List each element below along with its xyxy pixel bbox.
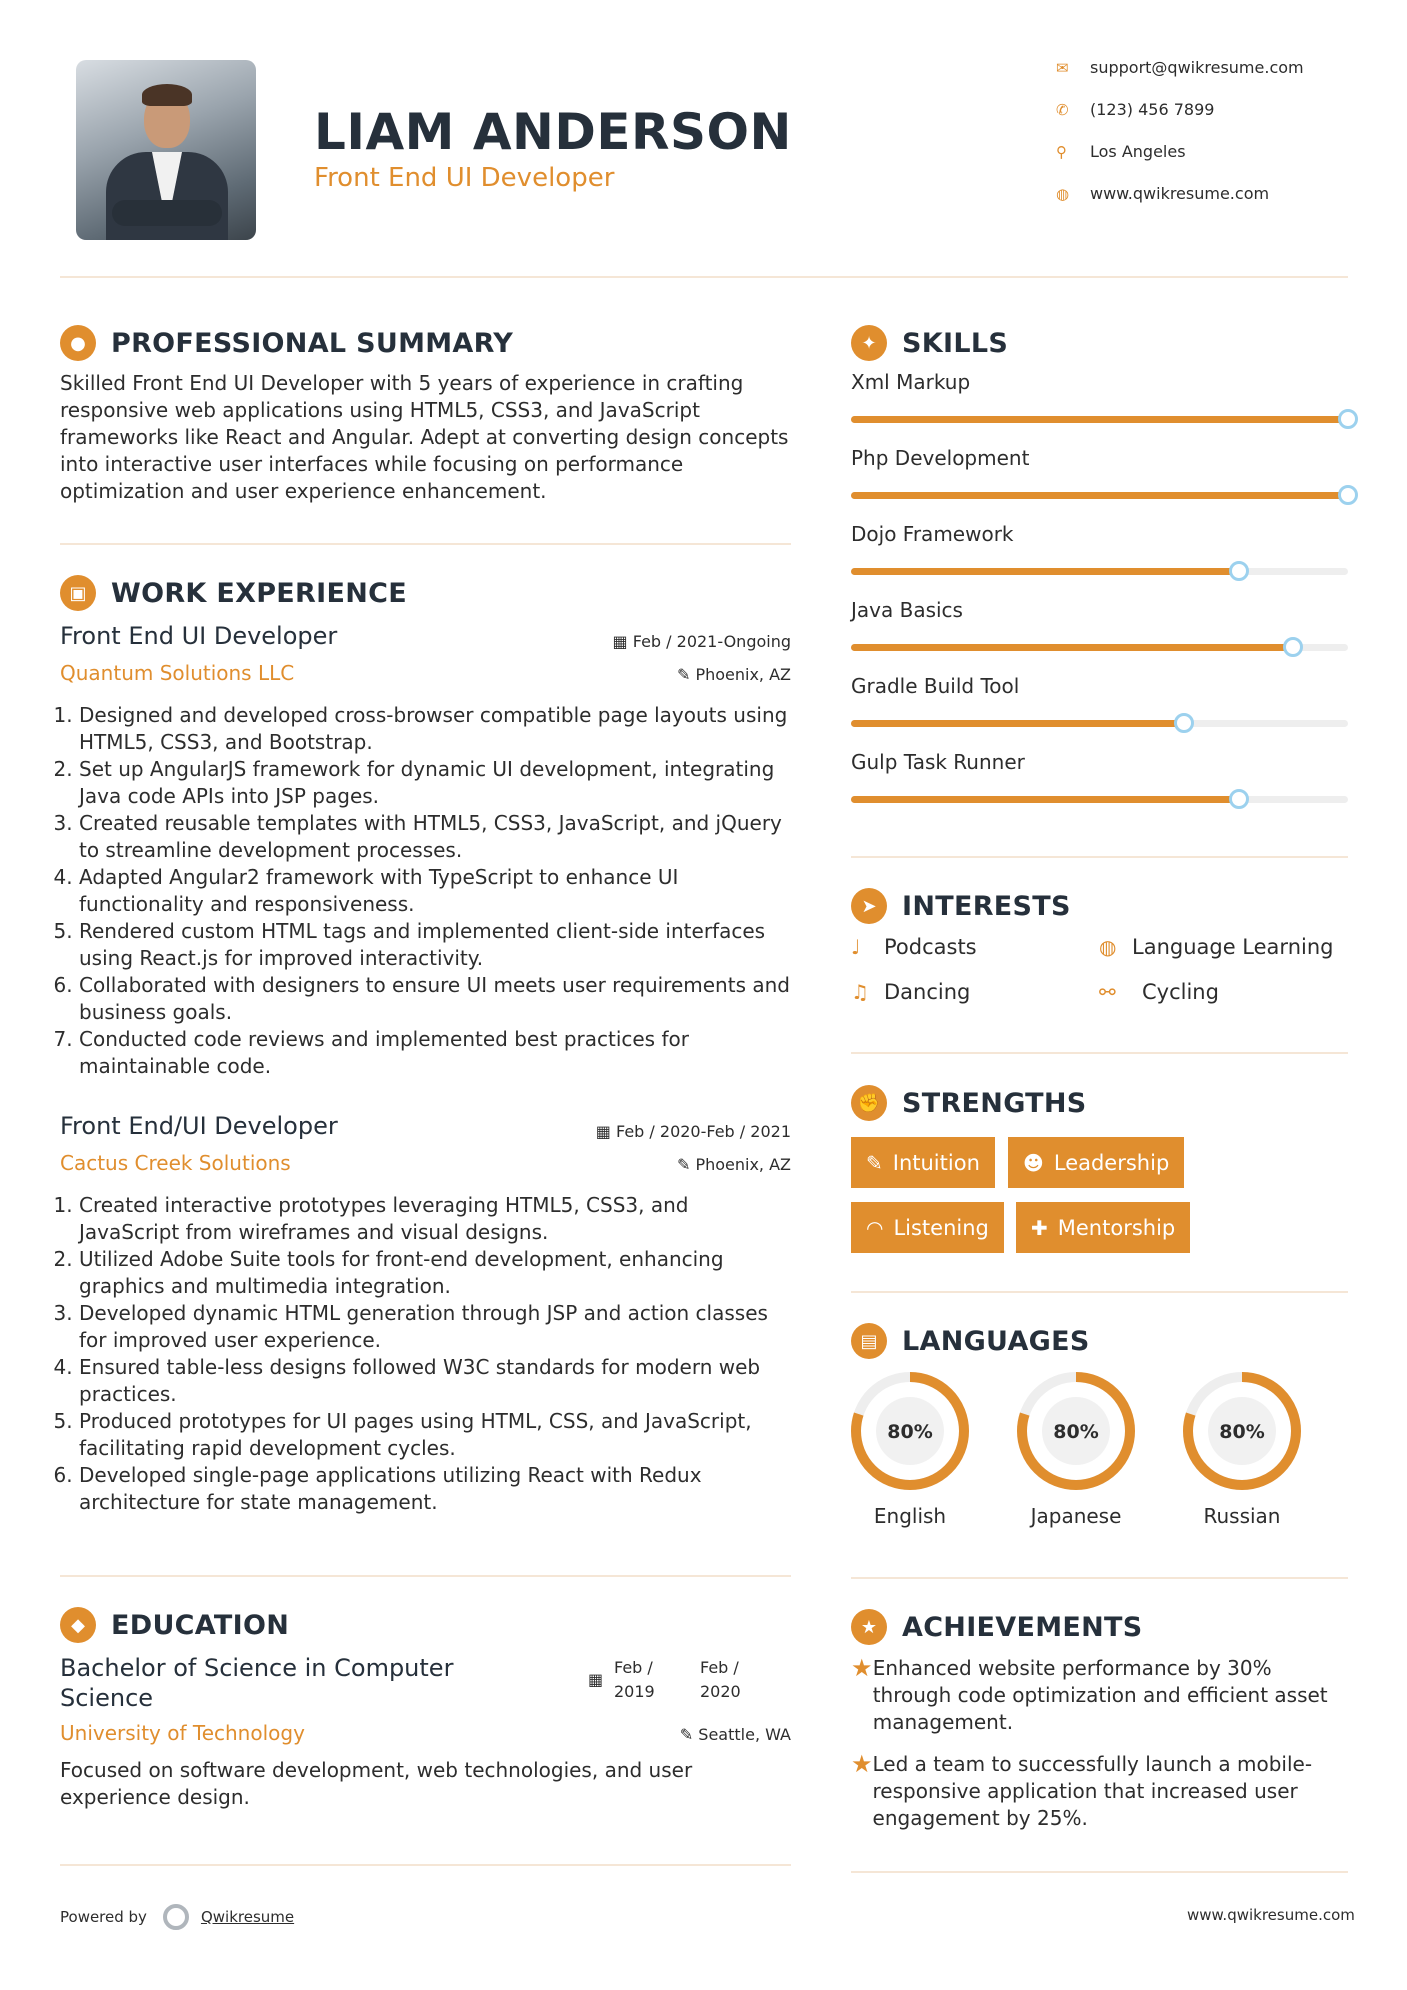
graduation-icon: ◆ bbox=[60, 1607, 96, 1643]
headphones-icon: ◠ bbox=[866, 1215, 884, 1240]
qwikresume-link[interactable]: Qwikresume bbox=[200, 1908, 295, 1926]
footer-powered-by: Powered by Qwikresume bbox=[60, 1904, 294, 1930]
strengths-divider bbox=[851, 1291, 1348, 1293]
achievement-item: ★ Enhanced website performance by 30% through code optimization and efficient asset management. bbox=[851, 1654, 1328, 1734]
language-percent-label: 80% bbox=[887, 1421, 933, 1443]
strengths-heading: ✊ STRENGTHS bbox=[851, 1085, 1087, 1121]
map-pin-icon: ⚲ bbox=[1056, 142, 1067, 161]
contact-website-text: www.qwikresume.com bbox=[1090, 184, 1270, 203]
list-item: 3. Created reusable templates with HTML5, CSS3, JavaScript, and jQuery to streamline development processes. bbox=[79, 810, 790, 864]
fist-icon: ✊ bbox=[851, 1085, 887, 1121]
language-percent-label: 80% bbox=[1053, 1421, 1099, 1443]
skill-label: Xml Markup bbox=[851, 370, 971, 394]
contact-location bbox=[1056, 142, 1186, 161]
language-label: English bbox=[873, 1504, 947, 1528]
job-2-company: Cactus Creek Solutions bbox=[60, 1151, 291, 1175]
language-label: Japanese bbox=[1030, 1504, 1122, 1528]
list-item: 1. Designed and developed cross-browser compatible page layouts using HTML5, CSS3, and Bootstrap. bbox=[79, 702, 790, 756]
contact-website[interactable] bbox=[1056, 184, 1269, 203]
user-icon: ● bbox=[60, 325, 96, 361]
job-2-bullets bbox=[60, 1192, 790, 1516]
job-1-location: ✎ Phoenix, AZ bbox=[676, 665, 791, 684]
language-label: Russian bbox=[1203, 1504, 1281, 1528]
list-item: 2. Utilized Adobe Suite tools for front-end development, enhancing graphics and multimedia integration. bbox=[79, 1246, 790, 1300]
list-item: 6. Developed single-page applications utilizing React with Redux architecture for state management. bbox=[79, 1462, 790, 1516]
user-plus-icon: ✚ bbox=[1031, 1215, 1048, 1240]
skill-level-bar bbox=[851, 796, 1348, 803]
users-icon: ☻ bbox=[1023, 1150, 1044, 1175]
strength-tag: ☻ Leadership bbox=[1008, 1137, 1184, 1188]
education-degree: Bachelor of Science in Computer Science bbox=[60, 1654, 454, 1712]
achievements-heading: ★ ACHIEVEMENTS bbox=[851, 1609, 1143, 1645]
calendar-icon: ▦ bbox=[588, 1670, 604, 1689]
list-item: 3. Developed dynamic HTML generation through JSP and action classes for improved user experience. bbox=[79, 1300, 790, 1354]
list-item: 4. Adapted Angular2 framework with TypeScript to enhance UI functionality and responsiveness. bbox=[79, 864, 790, 918]
skill-level-bar bbox=[851, 644, 1348, 651]
experience-divider bbox=[60, 1575, 791, 1577]
bicycle-icon: ⚯ bbox=[1099, 980, 1116, 1004]
star-icon: ★ bbox=[851, 1654, 873, 1682]
lightbulb-icon: ✦ bbox=[851, 325, 887, 361]
paper-plane-icon: ➤ bbox=[851, 888, 887, 924]
pin-icon: ✎ bbox=[676, 665, 696, 684]
education-end-date: Feb / 2020 bbox=[700, 1658, 741, 1701]
contact-email-text: support@qwikresume.com bbox=[1090, 58, 1304, 77]
contact-phone-text: (123) 456 7899 bbox=[1090, 100, 1215, 119]
profile-photo bbox=[76, 60, 256, 240]
education-school: University of Technology bbox=[60, 1721, 305, 1745]
job-2-dates: ▦ Feb / 2020-Feb / 2021 bbox=[595, 1122, 791, 1141]
achievement-item: ★ Led a team to successfully launch a mobile-responsive application that increased user engagement by 25%. bbox=[851, 1750, 1313, 1830]
skill-label: Gradle Build Tool bbox=[851, 674, 1020, 698]
pin-icon: ✎ bbox=[679, 1725, 699, 1744]
contact-location-text: Los Angeles bbox=[1090, 142, 1186, 161]
interest-item: ♫ Dancing bbox=[851, 980, 971, 1004]
calendar-icon: ▦ bbox=[595, 1122, 616, 1141]
job-1-company: Quantum Solutions LLC bbox=[60, 661, 295, 685]
qwikresume-logo-icon bbox=[163, 1904, 189, 1930]
job-2-location: ✎ Phoenix, AZ bbox=[676, 1155, 791, 1174]
skill-level-knob bbox=[1229, 789, 1249, 809]
footer-url[interactable]: www.qwikresume.com bbox=[1187, 1906, 1355, 1924]
skills-heading: ✦ SKILLS bbox=[851, 325, 1008, 361]
skill-level-knob bbox=[1338, 409, 1358, 429]
skill-level-fill bbox=[851, 720, 1184, 727]
summary-text: Skilled Front End UI Developer with 5 years of experience in crafting responsive web applications using HTML5, CSS3, and JavaScript frameworks like React and Angular. Adept at converting design concepts into interactive user interfaces while focusing on performance optimization and user experience enhancement. bbox=[60, 371, 789, 503]
skill-label: Gulp Task Runner bbox=[851, 750, 1025, 774]
summary-heading: ● PROFESSIONAL SUMMARY bbox=[60, 325, 513, 361]
header-divider bbox=[60, 276, 1348, 278]
magic-wand-icon: ✎ bbox=[866, 1150, 883, 1175]
language-ring bbox=[1181, 1370, 1303, 1492]
strength-tag: ✎ Intuition bbox=[851, 1137, 995, 1188]
envelope-icon: ✉ bbox=[1056, 58, 1069, 77]
contact-phone[interactable] bbox=[1056, 100, 1214, 119]
candidate-title: Front End UI Developer bbox=[314, 163, 615, 193]
achievements-divider bbox=[851, 1871, 1348, 1873]
language-ring bbox=[849, 1370, 971, 1492]
skill-level-bar bbox=[851, 568, 1348, 575]
skills-divider bbox=[851, 856, 1348, 858]
list-item: 2. Set up AngularJS framework for dynamic UI development, integrating Java code APIs into JSP pages. bbox=[79, 756, 790, 810]
job-2-title: Front End/UI Developer bbox=[60, 1112, 338, 1140]
education-text: Focused on software development, web technologies, and user experience design. bbox=[60, 1758, 693, 1809]
skill-level-fill bbox=[851, 492, 1348, 499]
music-note-icon: ♫ bbox=[851, 980, 869, 1004]
language-percent-label: 80% bbox=[1219, 1421, 1265, 1443]
skill-label: Java Basics bbox=[851, 598, 963, 622]
job-1-title: Front End UI Developer bbox=[60, 622, 338, 650]
briefcase-icon: ▣ bbox=[60, 575, 96, 611]
list-item: 5. Rendered custom HTML tags and implemented client-side interfaces using React.js for improved interactivity. bbox=[79, 918, 790, 972]
skill-level-knob bbox=[1174, 713, 1194, 733]
summary-divider bbox=[60, 543, 791, 545]
languages-heading: ▤ LANGUAGES bbox=[851, 1323, 1090, 1359]
interests-heading: ➤ INTERESTS bbox=[851, 888, 1071, 924]
languages-divider bbox=[851, 1577, 1348, 1579]
skill-level-bar bbox=[851, 720, 1348, 727]
education-heading: ◆ EDUCATION bbox=[60, 1607, 289, 1643]
skill-level-fill bbox=[851, 796, 1239, 803]
language-card-icon: ▤ bbox=[851, 1323, 887, 1359]
skill-level-knob bbox=[1338, 485, 1358, 505]
skill-level-fill bbox=[851, 644, 1293, 651]
star-icon: ★ bbox=[851, 1750, 873, 1778]
interests-divider bbox=[851, 1052, 1348, 1054]
skill-level-fill bbox=[851, 416, 1348, 423]
skill-level-bar bbox=[851, 492, 1348, 499]
skill-label: Dojo Framework bbox=[851, 522, 1014, 546]
interest-item: ◍ Language Learning bbox=[1099, 935, 1334, 959]
skill-level-fill bbox=[851, 568, 1239, 575]
list-item: 7. Conducted code reviews and implemented best practices for maintainable code. bbox=[79, 1026, 790, 1080]
phone-icon: ✆ bbox=[1056, 100, 1069, 119]
candidate-name: LIAM ANDERSON bbox=[314, 103, 792, 161]
skill-level-knob bbox=[1229, 561, 1249, 581]
job-1-dates: ▦ Feb / 2021-Ongoing bbox=[612, 632, 791, 651]
list-item: 5. Produced prototypes for UI pages using HTML, CSS, and JavaScript, facilitating rapid development cycles. bbox=[79, 1408, 790, 1462]
skill-label: Php Development bbox=[851, 446, 1030, 470]
experience-heading: ▣ WORK EXPERIENCE bbox=[60, 575, 407, 611]
interest-item: ♩ Podcasts bbox=[851, 935, 977, 959]
strength-tag: ✚ Mentorship bbox=[1016, 1202, 1190, 1253]
language-ring bbox=[1015, 1370, 1137, 1492]
skill-level-bar bbox=[851, 416, 1348, 423]
globe-icon: ◍ bbox=[1099, 935, 1117, 959]
job-1-bullets bbox=[60, 702, 790, 1080]
skill-level-knob bbox=[1283, 637, 1303, 657]
interest-item: ⚯ Cycling bbox=[1099, 980, 1219, 1004]
pin-icon: ✎ bbox=[676, 1155, 696, 1174]
star-badge-icon: ★ bbox=[851, 1609, 887, 1645]
contact-email[interactable] bbox=[1056, 58, 1304, 77]
calendar-icon: ▦ bbox=[612, 632, 633, 651]
education-start-date: ▦ Feb / 2019 bbox=[588, 1658, 655, 1701]
globe-icon: ◍ bbox=[1056, 184, 1070, 203]
education-location: ✎ Seattle, WA bbox=[679, 1725, 791, 1744]
list-item: 4. Ensured table-less designs followed W3C standards for modern web practices. bbox=[79, 1354, 790, 1408]
education-divider bbox=[60, 1864, 791, 1866]
microphone-icon: ♩ bbox=[851, 935, 861, 959]
list-item: 6. Collaborated with designers to ensure UI meets user requirements and business goals. bbox=[79, 972, 790, 1026]
list-item: 1. Created interactive prototypes leveraging HTML5, CSS3, and JavaScript from wireframes and visual designs. bbox=[79, 1192, 790, 1246]
strength-tag: ◠ Listening bbox=[851, 1202, 1004, 1253]
